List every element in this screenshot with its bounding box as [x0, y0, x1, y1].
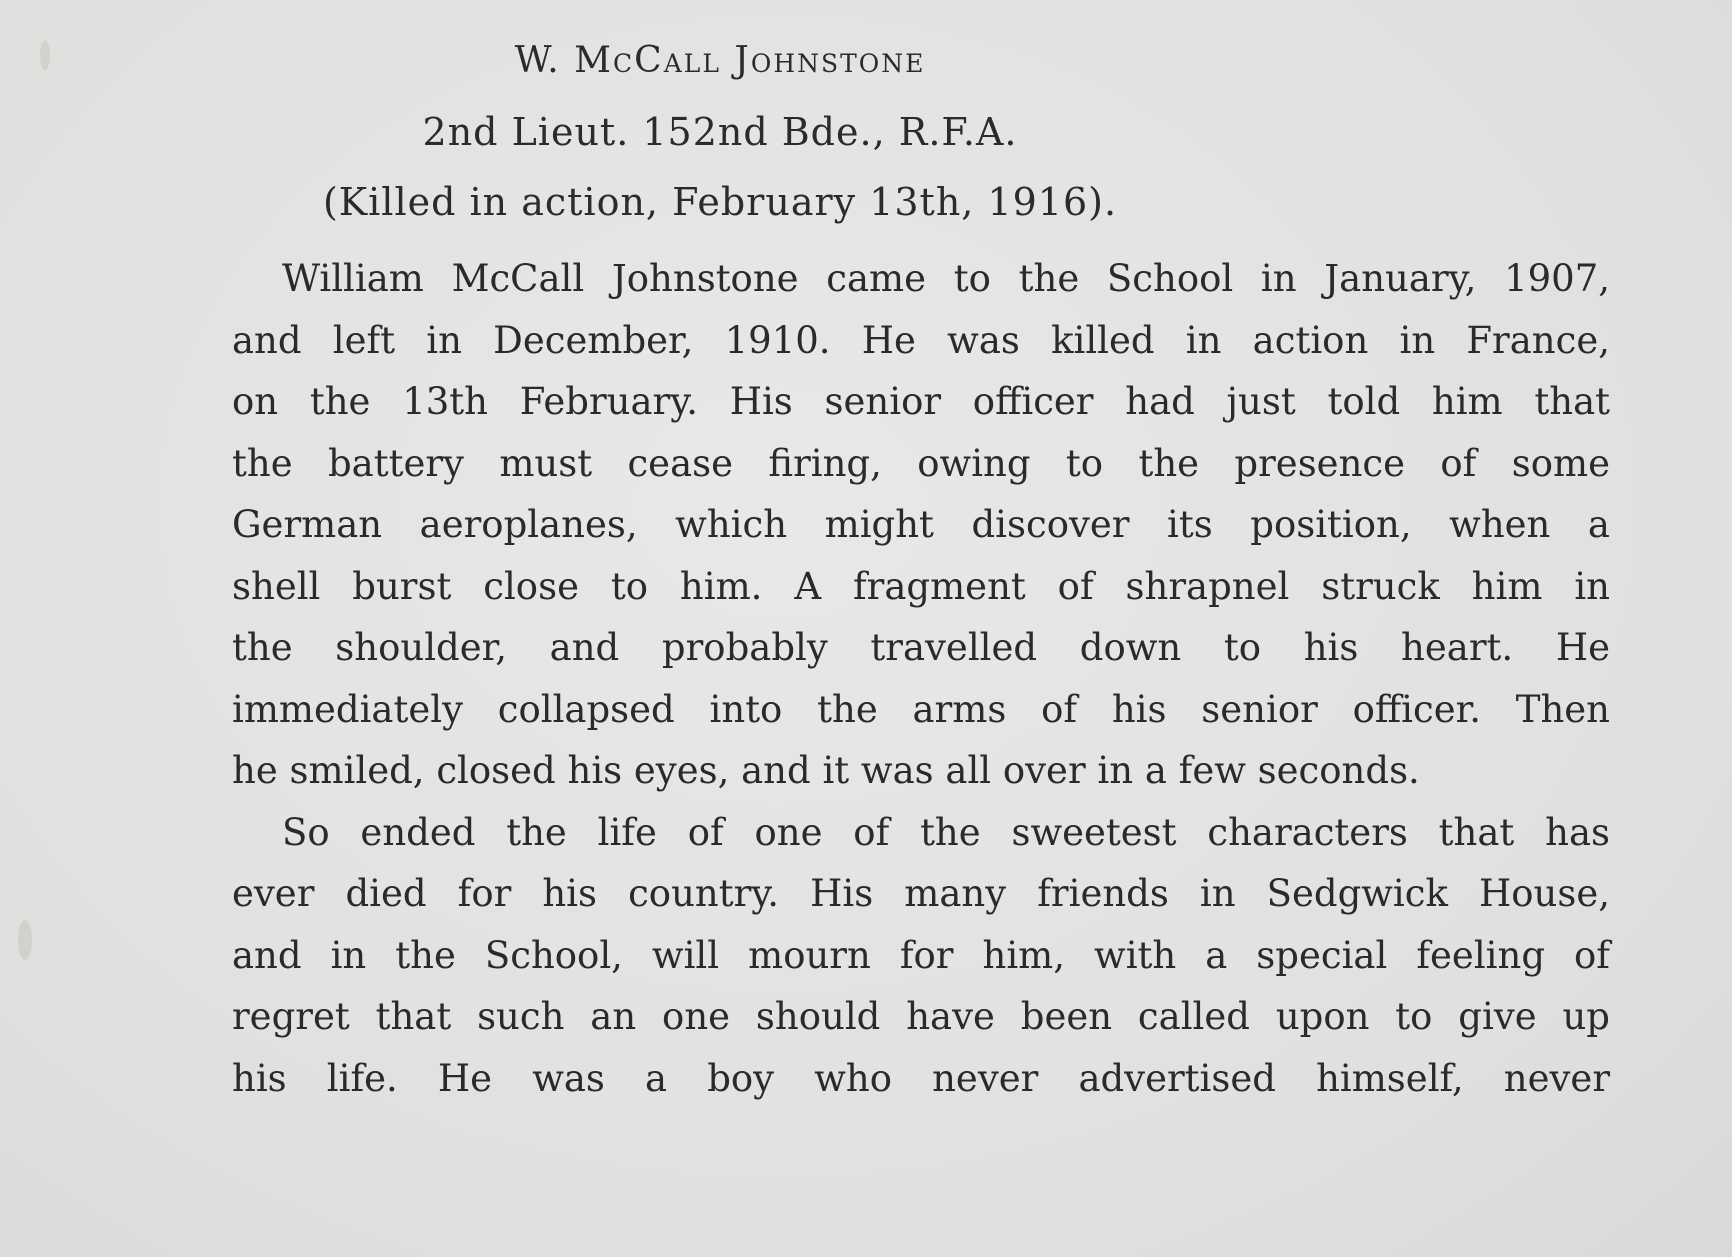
text-line: the shoulder, and probably travelled down to his heart. He — [232, 626, 1610, 669]
obituary-name: W. McCall Johnstone — [514, 40, 926, 81]
text-line: the battery must cease firing, owing to the presence of some — [232, 441, 1610, 485]
text-line: regret that such an one should have been called upon to give up — [232, 995, 1610, 1038]
text-line: he smiled, closed his eyes, and it was all over in a few seconds. — [232, 749, 1420, 792]
text-line: and left in December, 1910. He was killed in action in France, — [232, 318, 1610, 362]
obituary-death-note: (Killed in action, February 13th, 1916). — [322, 180, 1118, 224]
text-line: on the 13th February. His senior officer had just told him that — [232, 380, 1610, 423]
text-line: shell burst close to him. A fragment of shrapnel struck him in — [232, 564, 1610, 608]
text-line: William McCall Johnstone came to the School in January, 1907, — [282, 257, 1610, 300]
text-line: German aeroplanes, which might discover its position, when a — [232, 503, 1610, 546]
paragraph-2 — [232, 802, 1610, 1110]
text-line: and in the School, will mourn for him, with a special feeling of — [232, 933, 1610, 977]
text-line: ever died for his country. His many friends in Sedgwick House, — [232, 872, 1610, 915]
obituary-body — [232, 248, 1610, 1109]
paper-spot — [18, 920, 32, 960]
text-line: So ended the life of one of the sweetest characters that has — [282, 810, 1610, 854]
paragraph-1 — [232, 248, 1610, 802]
text-line: his life. He was a boy who never advertised himself, never — [232, 1056, 1610, 1100]
obituary-rank: 2nd Lieut. 152nd Bde., R.F.A. — [422, 110, 1018, 154]
text-line: immediately collapsed into the arms of his senior officer. Then — [232, 687, 1610, 731]
